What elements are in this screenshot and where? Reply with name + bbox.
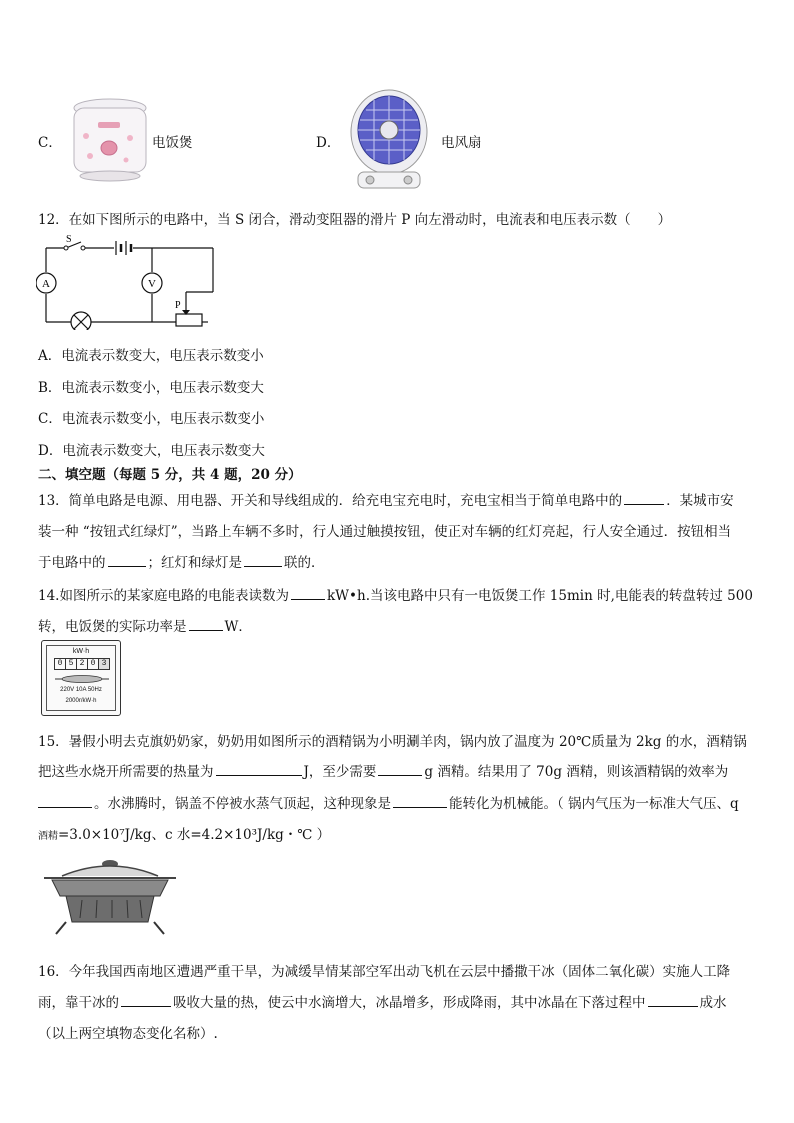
q12-option-a: A．电流表示数变大，电压表示数变小 — [38, 348, 264, 364]
blank — [291, 598, 325, 600]
voltmeter-label: V — [148, 278, 156, 290]
q13-line3: 于电路中的 ；红灯和绿灯是 联的． — [38, 555, 325, 571]
q15-line2: 把这些水烧开所需要的热量为 J，至少需要 g 酒精。结果用了 70g 酒精，则该酒精锅的效率为 — [38, 764, 729, 780]
option-c-letter: C． — [38, 135, 62, 151]
section-title: 二、填空题（每题 5 分，共 4 题，20 分） — [38, 467, 302, 483]
blank — [393, 806, 447, 808]
blank — [121, 1005, 171, 1007]
meter-spec: 220V 10A 50Hz — [60, 687, 102, 693]
blank — [648, 1005, 698, 1007]
ammeter-label: A — [42, 278, 50, 290]
q16-line2: 雨，靠干冰的 吸收大量的热，使云中水滴增大，冰晶增多，形成降雨，其中冰晶在下落过程中 成水 — [38, 995, 727, 1011]
option-c-label: 电饭煲 — [152, 135, 193, 151]
meter-unit: kW·h — [72, 648, 90, 655]
alcohol-pot-image — [42, 856, 178, 940]
q13-line1: 13．简单电路是电源、用电器、开关和导线组成的．给充电宝充电时，充电宝相当于简单电路中的 ．某城市安 — [38, 493, 734, 509]
blank — [624, 503, 664, 505]
blank — [189, 629, 223, 631]
blank — [38, 806, 92, 808]
blank — [216, 774, 302, 776]
q16-line3: （以上两空填物态变化名称）. — [38, 1026, 218, 1042]
blank — [244, 565, 282, 567]
q12-option-c: C．电流表示数变小，电压表示数变小 — [38, 411, 265, 427]
rice-cooker-image — [68, 96, 152, 188]
electric-fan-image — [346, 86, 432, 196]
q16-line1: 16．今年我国西南地区遭遇严重干旱，为减缓旱情某部空军出动飞机在云层中播撒干冰（固体二氧化碳）实施人工降 — [38, 964, 731, 980]
blank — [378, 774, 422, 776]
switch-label: S — [66, 234, 72, 245]
q14-line2: 转，电饭煲的实际功率是 W． — [38, 619, 252, 635]
q13-line2: 装一种 “按钮式红绿灯”，当路上车辆不多时，行人通过触摸按钮，使正对车辆的红灯亮起，行人安全通过．按钮相当 — [38, 524, 732, 540]
q12-option-b: B．电流表示数变小，电压表示数变大 — [38, 380, 264, 396]
q12-option-d: D．电流表示数变大，电压表示数变大 — [38, 443, 265, 459]
q15-line3: 。水沸腾时，锅盖不停被水蒸气顶起，这种现象是 能转化为机械能。（ 锅内气压为一标准大气压、q — [38, 792, 739, 812]
q14-line1: 14.如图所示的某家庭电路的电能表读数为 kW•h.当该电路中只有一电饭煲工作 15min 时,电能表的转盘转过 500 — [38, 588, 753, 604]
blank — [108, 565, 146, 567]
option-d-label: 电风扇 — [441, 135, 482, 151]
q12-stem: 12．在如下图所示的电路中，当 S 闭合，滑动变阻器的滑片 P 向左滑动时，电流表和电压表示数（ ） — [38, 212, 672, 228]
meter-rate: 2000r/kW·h — [65, 698, 97, 704]
circuit-diagram — [36, 234, 218, 334]
q15-line1: 15．暑假小明去克旗奶奶家，奶奶用如图所示的酒精锅为小明涮羊肉，锅内放了温度为 20℃质量为 2kg 的水，酒精锅 — [38, 734, 747, 750]
option-d-letter: D． — [316, 135, 341, 151]
energy-meter-image — [41, 640, 121, 716]
q15-line4: 酒精=3.0×10⁷J/kg、c 水=4.2×10³J/kg・℃ ） — [38, 827, 331, 843]
slider-label: P — [175, 300, 181, 311]
meter-disc-icon — [53, 673, 111, 685]
meter-digits: 0 5 2 0 3 — [54, 658, 110, 670]
